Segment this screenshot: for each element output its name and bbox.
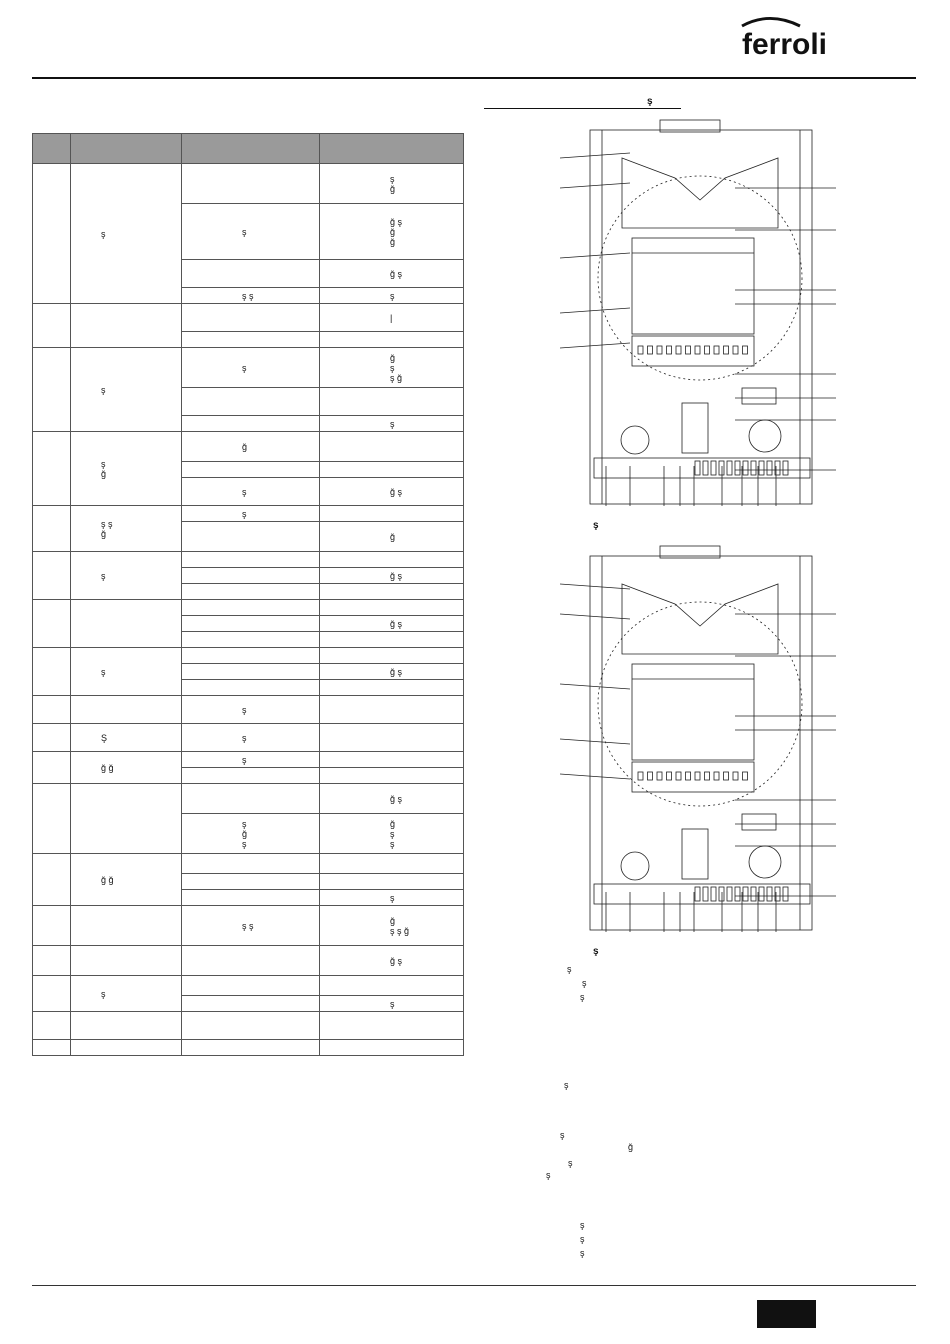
gas-valve (682, 829, 708, 879)
section-heading-rule (484, 108, 681, 109)
burner-ramp (676, 346, 681, 354)
connection-fin (711, 887, 716, 901)
table-row (33, 976, 464, 996)
cell-solution: ğ ş (320, 478, 464, 506)
leader-line-left (560, 183, 630, 188)
table-row (33, 552, 464, 568)
cell-code (33, 648, 71, 696)
cell-cause: ş (182, 752, 320, 768)
table-row (33, 724, 464, 752)
cell-solution: ğ ş (320, 260, 464, 288)
burner-ramp (714, 772, 719, 780)
table-body (33, 164, 464, 1056)
burner-ramp (686, 772, 691, 780)
boiler-diagram-top (560, 118, 840, 508)
pump (749, 420, 781, 452)
connection-fin (767, 887, 772, 901)
cell-solution (320, 388, 464, 416)
header-cell-fault (71, 134, 182, 164)
cell-code (33, 304, 71, 348)
cell-solution: ğ ş (320, 568, 464, 584)
table-row (33, 1012, 464, 1040)
cell-fault (71, 906, 182, 946)
cell-cause (182, 1012, 320, 1040)
cell-fault (71, 696, 182, 724)
burner-ramp (695, 772, 700, 780)
cell-solution: ğ (320, 522, 464, 552)
cell-fault (71, 946, 182, 976)
legend-line: ş (546, 1170, 551, 1180)
cell-cause (182, 260, 320, 288)
burner-ramp (724, 346, 729, 354)
legend-line: ş (582, 978, 587, 988)
cell-solution (320, 1012, 464, 1040)
connection-fin (719, 887, 724, 901)
cell-cause (182, 664, 320, 680)
cell-cause (182, 616, 320, 632)
burner (632, 762, 754, 792)
burner (632, 336, 754, 366)
cell-cause (182, 568, 320, 584)
cell-solution: ş (320, 288, 464, 304)
burner-ramp (705, 346, 710, 354)
cell-cause: ş ş (182, 906, 320, 946)
cell-solution (320, 648, 464, 664)
burner-ramp (724, 772, 729, 780)
table-row (33, 946, 464, 976)
header-cell-code (33, 134, 71, 164)
connection-fin (727, 887, 732, 901)
leader-line-left (560, 308, 630, 313)
cell-code (33, 600, 71, 648)
leader-line-left (560, 739, 630, 744)
cell-cause (182, 648, 320, 664)
cell-solution (320, 976, 464, 996)
pressure-switch (742, 388, 776, 404)
cell-solution (320, 632, 464, 648)
cell-cause: ş (182, 506, 320, 522)
ferroli-logo (740, 14, 830, 64)
cell-cause (182, 584, 320, 600)
burner-ramp (638, 772, 643, 780)
burner-ramp (648, 772, 653, 780)
cell-code (33, 946, 71, 976)
cell-solution: ş (320, 416, 464, 432)
cell-solution: ğ ş (320, 784, 464, 814)
logo-wordmark: ferroli (742, 28, 828, 61)
cell-solution (320, 332, 464, 348)
cell-fault: ş (71, 348, 182, 432)
cell-solution: ğ ş ş ğ (320, 348, 464, 388)
cell-code (33, 432, 71, 506)
pump (749, 846, 781, 878)
cell-solution (320, 432, 464, 462)
cell-cause: ş (182, 696, 320, 724)
cell-solution: ş ğ (320, 164, 464, 204)
leader-line-left (560, 614, 630, 619)
cell-fault: Ş (71, 724, 182, 752)
cell-code (33, 906, 71, 946)
cell-cause: ş (182, 478, 320, 506)
cell-fault: ş (71, 164, 182, 304)
connection-fin (759, 461, 764, 475)
cell-solution (320, 552, 464, 568)
leader-line-left (560, 153, 630, 158)
legend-line: ş (580, 1220, 585, 1230)
cell-solution (320, 768, 464, 784)
cell-cause (182, 462, 320, 478)
burner-ramp (657, 772, 662, 780)
connection-fin (727, 461, 732, 475)
leader-line-left (560, 684, 630, 689)
cell-solution: ğ ş ş (320, 814, 464, 854)
fan-hood (622, 158, 778, 228)
heat-exchanger (632, 664, 754, 760)
footer-rule (32, 1285, 916, 1286)
cell-code (33, 552, 71, 600)
header-rule (32, 77, 916, 79)
cell-fault: ş ğ (71, 432, 182, 506)
cell-cause (182, 768, 320, 784)
cell-cause (182, 522, 320, 552)
gas-valve (682, 403, 708, 453)
cell-fault: ş ş ğ (71, 506, 182, 552)
cell-solution (320, 680, 464, 696)
burner-ramp (648, 346, 653, 354)
cell-solution: ğ ş ğ ğ (320, 204, 464, 260)
header-cell-solution (320, 134, 464, 164)
valve-left (621, 426, 649, 454)
legend-line: ş (564, 1080, 569, 1090)
diagram-caption-top: ş (593, 520, 599, 531)
cell-cause (182, 946, 320, 976)
cell-code (33, 854, 71, 906)
cell-cause (182, 632, 320, 648)
table-row (33, 600, 464, 616)
cell-code (33, 724, 71, 752)
cell-cause: ş (182, 724, 320, 752)
connection-fin (767, 461, 772, 475)
cell-solution (320, 696, 464, 724)
connection-fin (719, 461, 724, 475)
cell-cause (182, 784, 320, 814)
cell-cause (182, 164, 320, 204)
connection-fin (711, 461, 716, 475)
burner-ramp (686, 346, 691, 354)
cell-solution: ş (320, 996, 464, 1012)
connection-fin (703, 887, 708, 901)
burner-ramp (714, 346, 719, 354)
cell-code (33, 164, 71, 304)
connection-fin (783, 887, 788, 901)
cell-cause (182, 332, 320, 348)
header-cell-cause (182, 134, 320, 164)
cell-cause (182, 1040, 320, 1056)
legend-line: ş (567, 964, 572, 974)
boiler-diagram-bottom (560, 544, 840, 934)
pressure-switch (742, 814, 776, 830)
cell-cause (182, 552, 320, 568)
fault-code-table (32, 133, 464, 1056)
cell-cause (182, 996, 320, 1012)
page-number-box (757, 1300, 816, 1328)
cell-fault: ş (71, 648, 182, 696)
table-header-row (33, 134, 464, 164)
burner-ramp (657, 346, 662, 354)
cell-cause: ğ (182, 432, 320, 462)
table-row (33, 648, 464, 664)
legend-line: ş (568, 1158, 573, 1168)
table-row (33, 506, 464, 522)
cell-solution: ğ ş (320, 616, 464, 632)
diagram-caption-bottom: ş (593, 946, 599, 957)
cell-solution (320, 584, 464, 600)
cell-solution (320, 854, 464, 874)
cell-cause (182, 680, 320, 696)
legend-line: ş (580, 1234, 585, 1244)
legend-line: ğ (628, 1142, 634, 1152)
table-row (33, 906, 464, 946)
cell-solution: ş (320, 890, 464, 906)
cell-fault (71, 784, 182, 854)
legend-line: ş (560, 1130, 565, 1140)
cell-code (33, 696, 71, 724)
burner-ramp (695, 346, 700, 354)
burner-ramp (676, 772, 681, 780)
table-row (33, 854, 464, 874)
table-row (33, 1040, 464, 1056)
cell-code (33, 1040, 71, 1056)
burner-ramp (743, 346, 748, 354)
cell-cause: ş (182, 348, 320, 388)
cell-solution (320, 1040, 464, 1056)
cell-solution (320, 506, 464, 522)
cell-cause (182, 890, 320, 906)
cell-cause: ş ş (182, 288, 320, 304)
cell-solution: | (320, 304, 464, 332)
cell-code (33, 1012, 71, 1040)
cell-fault (71, 304, 182, 348)
cell-fault (71, 1012, 182, 1040)
table-row (33, 696, 464, 724)
burner-ramp (667, 772, 672, 780)
cell-fault: ş (71, 552, 182, 600)
cell-code (33, 752, 71, 784)
cell-solution (320, 874, 464, 890)
fan-hood (622, 584, 778, 654)
burner-ramp (733, 346, 738, 354)
connection-fin (735, 887, 740, 901)
cell-code (33, 348, 71, 432)
cell-fault: ş (71, 976, 182, 1012)
cell-fault (71, 1040, 182, 1056)
legend-line: ş (580, 992, 585, 1002)
cell-code (33, 976, 71, 1012)
connection-fin (743, 461, 748, 475)
table-row (33, 784, 464, 814)
cell-solution (320, 752, 464, 768)
cell-cause (182, 976, 320, 996)
burner-ramp (667, 346, 672, 354)
section-title: ş (647, 96, 653, 107)
legend-line: ş (580, 1248, 585, 1258)
table-row (33, 348, 464, 388)
cell-solution: ğ ş (320, 664, 464, 680)
cell-cause (182, 874, 320, 890)
heat-exchanger (632, 238, 754, 334)
connection-fin (783, 461, 788, 475)
burner-ramp (638, 346, 643, 354)
leader-line-left (560, 584, 630, 589)
valve-left (621, 852, 649, 880)
connection-fin (735, 461, 740, 475)
cell-cause (182, 416, 320, 432)
connection-fin (751, 887, 756, 901)
cell-solution: ğ ş (320, 946, 464, 976)
leader-line-left (560, 774, 630, 779)
cell-cause (182, 854, 320, 874)
connection-fin (703, 461, 708, 475)
cell-code (33, 506, 71, 552)
table-row (33, 304, 464, 332)
burner-ramp (743, 772, 748, 780)
table-row (33, 164, 464, 204)
table-row (33, 752, 464, 768)
cell-cause: ş (182, 204, 320, 260)
cell-cause (182, 600, 320, 616)
connection-fin (759, 887, 764, 901)
cell-solution (320, 724, 464, 752)
connection-fin (743, 887, 748, 901)
burner-ramp (733, 772, 738, 780)
connection-fin (695, 461, 700, 475)
leader-line-left (560, 343, 630, 348)
cell-cause (182, 304, 320, 332)
connection-fin (695, 887, 700, 901)
cell-cause (182, 388, 320, 416)
cell-solution: ğ ş ş ğ (320, 906, 464, 946)
burner-ramp (705, 772, 710, 780)
cell-solution (320, 600, 464, 616)
connection-fin (751, 461, 756, 475)
cell-cause: ş ğ ş (182, 814, 320, 854)
cell-solution (320, 462, 464, 478)
table-row (33, 432, 464, 462)
cell-code (33, 784, 71, 854)
cell-fault: ğ ğ (71, 752, 182, 784)
leader-line-left (560, 253, 630, 258)
cell-fault: ğ ğ (71, 854, 182, 906)
cell-fault (71, 600, 182, 648)
